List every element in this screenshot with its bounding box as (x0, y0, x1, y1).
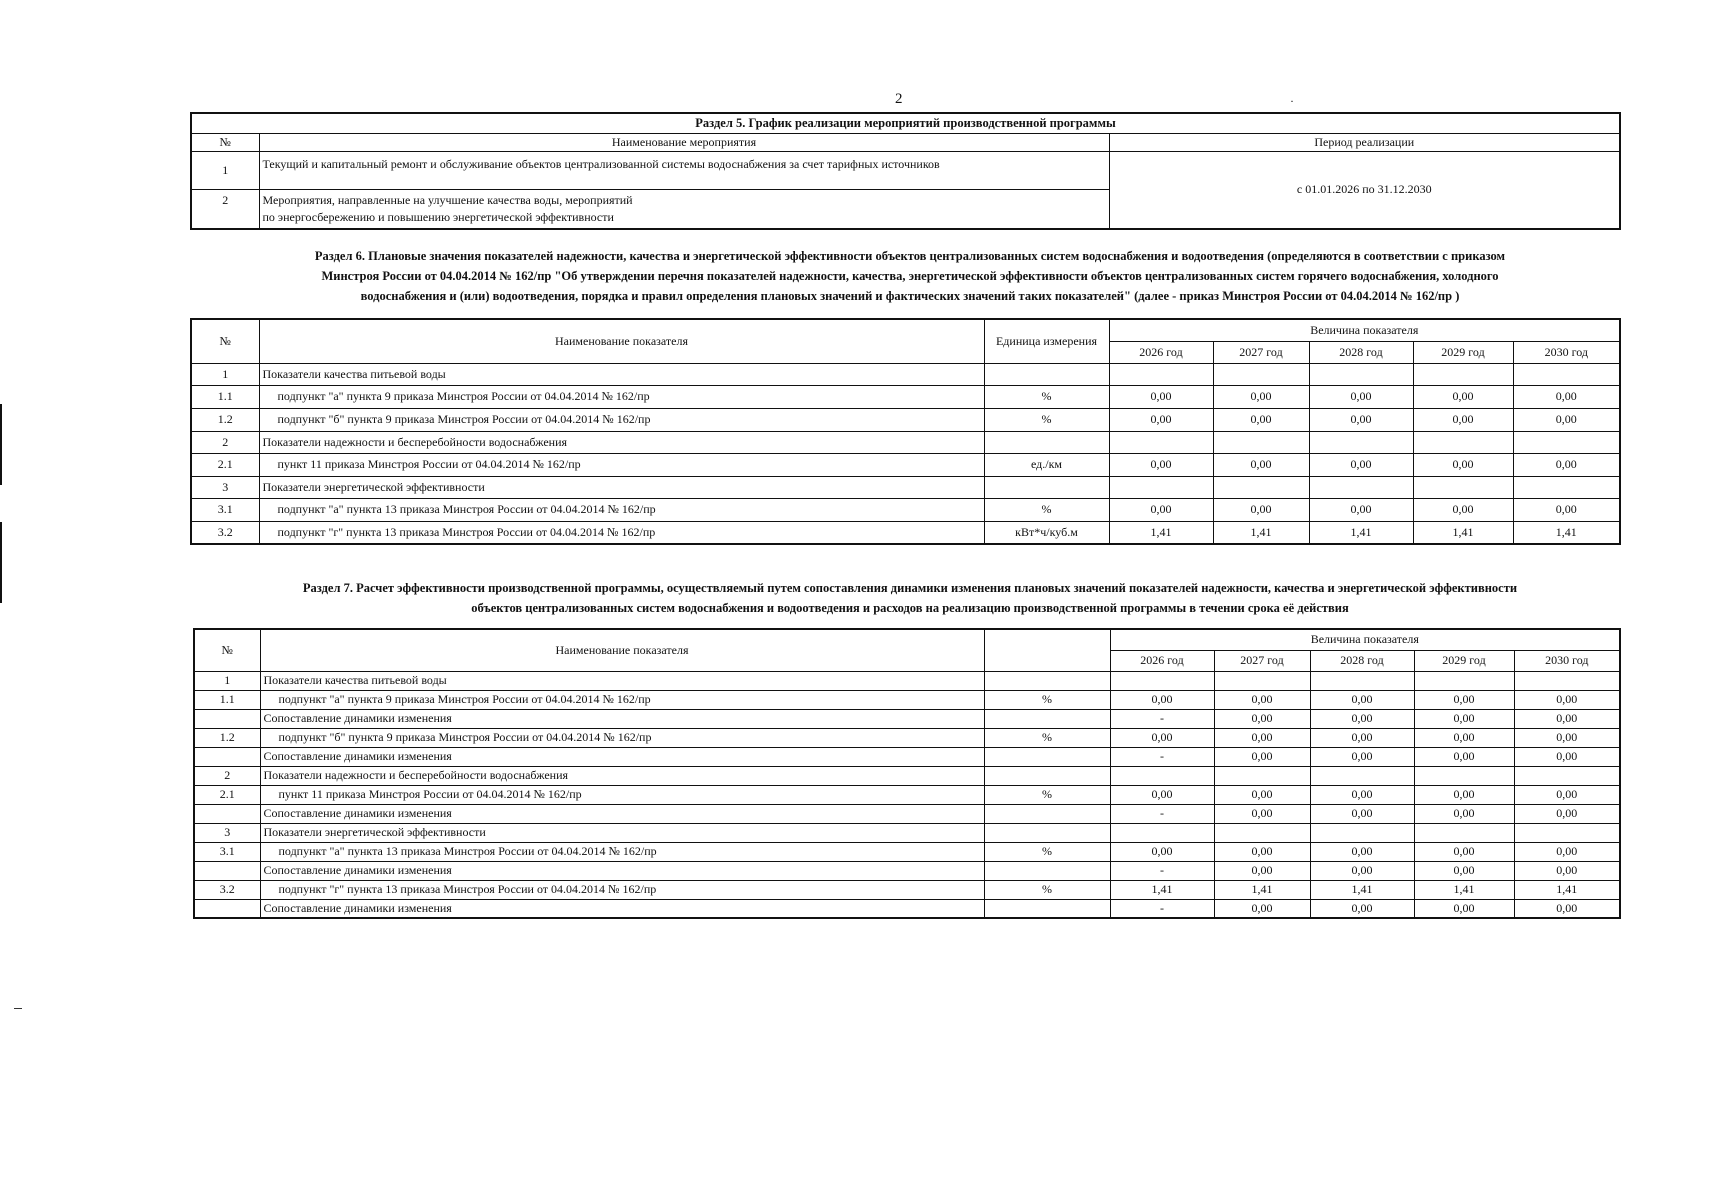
unit-cell (984, 823, 1110, 842)
value-cell (1513, 476, 1620, 498)
indicator-name: подпункт "г" пункта 13 приказа Минстроя России от 04.04.2014 № 162/пр (259, 521, 984, 544)
value-cell: 0,00 (1514, 899, 1620, 918)
value-cell: 0,00 (1109, 453, 1213, 476)
indicator-group-row (191, 431, 1620, 453)
row-number (194, 899, 260, 918)
row-number: 3 (194, 823, 260, 842)
row-number: 1.1 (191, 385, 259, 408)
value-cell: 0,00 (1414, 728, 1514, 747)
group-name: Показатели надежности и бесперебойности водоснабжения (259, 431, 984, 453)
row-number: 3.2 (191, 521, 259, 544)
indicator-row (191, 408, 1620, 431)
value-cell: 1,41 (1110, 880, 1214, 899)
indicator-name: пункт 11 приказа Минстроя России от 04.04.2014 № 162/пр (260, 785, 984, 804)
col-name-header: Наименование показателя (260, 629, 984, 671)
indicator-row (191, 453, 1620, 476)
col-unit-header: Единица измерения (984, 319, 1109, 363)
value-cell (1109, 476, 1213, 498)
value-cell (1109, 363, 1213, 385)
indicator-name: подпункт "а" пункта 9 приказа Минстроя России от 04.04.2014 № 162/пр (259, 385, 984, 408)
scan-edge-mark (0, 404, 2, 485)
section6-title (200, 246, 1620, 306)
unit-cell (984, 476, 1109, 498)
row-number: 3.2 (194, 880, 260, 899)
col-no-header: № (194, 629, 260, 671)
unit-cell (984, 747, 1110, 766)
value-cell (1213, 431, 1309, 453)
value-cell (1513, 431, 1620, 453)
indicator-row (194, 880, 1620, 899)
indicator-group-row (191, 476, 1620, 498)
value-cell: 0,00 (1414, 747, 1514, 766)
value-cell: 0,00 (1110, 728, 1214, 747)
dynamics-row (194, 747, 1620, 766)
indicator-group-row (194, 823, 1620, 842)
unit-cell (984, 861, 1110, 880)
value-cell: 1,41 (1213, 521, 1309, 544)
row-number: 1.1 (194, 690, 260, 709)
value-cell (1514, 671, 1620, 690)
dynamics-label: Сопоставление динамики изменения (260, 709, 984, 728)
value-cell (1413, 431, 1513, 453)
indicator-group-row (194, 766, 1620, 785)
unit-cell: % (984, 728, 1110, 747)
value-cell: 0,00 (1110, 785, 1214, 804)
value-cell: 0,00 (1514, 709, 1620, 728)
group-name: Показатели качества питьевой воды (260, 671, 984, 690)
value-cell: - (1110, 804, 1214, 823)
indicator-name: подпункт "а" пункта 13 приказа Минстроя России от 04.04.2014 № 162/пр (259, 498, 984, 521)
unit-cell (984, 363, 1109, 385)
value-cell (1309, 363, 1413, 385)
value-cell: 0,00 (1213, 408, 1309, 431)
value-cell (1310, 671, 1414, 690)
measure-name (259, 189, 1109, 229)
row-number: 2 (191, 189, 259, 229)
value-cell (1110, 671, 1214, 690)
value-cell (1109, 431, 1213, 453)
year-header: 2028 год (1310, 650, 1414, 671)
indicator-group-row (194, 671, 1620, 690)
unit-cell (984, 899, 1110, 918)
row-number: 1.2 (194, 728, 260, 747)
section5-table (190, 112, 1621, 230)
unit-cell (984, 804, 1110, 823)
year-header: 2026 год (1110, 650, 1214, 671)
value-cell: 0,00 (1310, 861, 1414, 880)
value-cell: 0,00 (1310, 728, 1414, 747)
value-cell: 0,00 (1514, 747, 1620, 766)
value-cell: 0,00 (1413, 408, 1513, 431)
value-cell (1310, 766, 1414, 785)
value-cell: - (1110, 861, 1214, 880)
section7-table (193, 628, 1621, 919)
row-number: 1 (191, 151, 259, 189)
value-cell: 0,00 (1514, 804, 1620, 823)
value-cell: 0,00 (1310, 747, 1414, 766)
group-name: Показатели энергетической эффективности (259, 476, 984, 498)
value-cell: 0,00 (1513, 498, 1620, 521)
dynamics-row (194, 804, 1620, 823)
value-cell: 0,00 (1309, 408, 1413, 431)
indicator-row (191, 521, 1620, 544)
value-cell: 0,00 (1309, 453, 1413, 476)
year-header: 2029 год (1414, 650, 1514, 671)
row-number (194, 747, 260, 766)
value-cell: 1,41 (1310, 880, 1414, 899)
indicator-name: подпункт "б" пункта 9 приказа Минстроя России от 04.04.2014 № 162/пр (259, 408, 984, 431)
value-cell: 0,00 (1214, 785, 1310, 804)
value-cell (1413, 476, 1513, 498)
value-cell (1110, 823, 1214, 842)
value-cell: 0,00 (1310, 690, 1414, 709)
group-name: Показатели надежности и бесперебойности водоснабжения (260, 766, 984, 785)
value-cell: 0,00 (1310, 804, 1414, 823)
value-cell: 0,00 (1214, 861, 1310, 880)
year-header: 2029 год (1413, 341, 1513, 363)
value-cell: 0,00 (1310, 785, 1414, 804)
col-value-header: Величина показателя (1110, 629, 1620, 650)
value-cell: 0,00 (1309, 498, 1413, 521)
year-header: 2027 год (1213, 341, 1309, 363)
section7-title-line: Раздел 7. Расчет эффективности производственной программы, осуществляемый путем сопоставления динамики изменения плановых значений показателей надежности, качества и энергетической эффективности (302, 581, 1518, 595)
row-number (194, 804, 260, 823)
value-cell (1414, 766, 1514, 785)
group-name: Показатели качества питьевой воды (259, 363, 984, 385)
indicator-row (194, 842, 1620, 861)
col-no-header: № (191, 133, 259, 151)
indicator-name: подпункт "б" пункта 9 приказа Минстроя России от 04.04.2014 № 162/пр (260, 728, 984, 747)
indicator-group-row (191, 363, 1620, 385)
year-header: 2030 год (1513, 341, 1620, 363)
value-cell: 0,00 (1414, 785, 1514, 804)
value-cell: 0,00 (1214, 728, 1310, 747)
value-cell: 0,00 (1414, 842, 1514, 861)
value-cell: 0,00 (1213, 385, 1309, 408)
unit-cell (984, 709, 1110, 728)
dynamics-row (194, 899, 1620, 918)
indicator-name: подпункт "г" пункта 13 приказа Минстроя России от 04.04.2014 № 162/пр (260, 880, 984, 899)
indicator-name: подпункт "а" пункта 13 приказа Минстроя России от 04.04.2014 № 162/пр (260, 842, 984, 861)
col-name-header: Наименование мероприятия (259, 133, 1109, 151)
value-cell (1214, 823, 1310, 842)
value-cell: 0,00 (1514, 690, 1620, 709)
dynamics-label: Сопоставление динамики изменения (260, 747, 984, 766)
scan-dot: · (1290, 94, 1294, 108)
row-number: 1.2 (191, 408, 259, 431)
value-cell: 0,00 (1413, 453, 1513, 476)
row-number: 1 (191, 363, 259, 385)
row-number: 3 (191, 476, 259, 498)
dynamics-row (194, 709, 1620, 728)
measure-name-line: по энергосбережению и повышению энергетической эффективности (262, 209, 614, 224)
value-cell: 0,00 (1414, 899, 1514, 918)
value-cell: 0,00 (1514, 861, 1620, 880)
row-number: 2.1 (194, 785, 260, 804)
value-cell: 0,00 (1214, 709, 1310, 728)
col-unit-header (984, 629, 1110, 671)
value-cell: 0,00 (1214, 899, 1310, 918)
value-cell (1214, 766, 1310, 785)
value-cell (1513, 363, 1620, 385)
value-cell: 0,00 (1214, 690, 1310, 709)
unit-cell: % (984, 408, 1109, 431)
indicator-row (191, 385, 1620, 408)
measure-name: Текущий и капитальный ремонт и обслуживание объектов централизованной системы водоснабжения за счет тарифных источников (259, 151, 1109, 189)
value-cell: 0,00 (1110, 690, 1214, 709)
unit-cell: % (984, 690, 1110, 709)
col-value-header: Величина показателя (1109, 319, 1620, 341)
value-cell: 0,00 (1513, 385, 1620, 408)
year-header: 2030 год (1514, 650, 1620, 671)
value-cell: 0,00 (1513, 408, 1620, 431)
section7-title (200, 578, 1620, 618)
indicator-row (191, 498, 1620, 521)
value-cell (1514, 823, 1620, 842)
value-cell: 0,00 (1310, 842, 1414, 861)
indicator-row (194, 785, 1620, 804)
value-cell: 0,00 (1414, 690, 1514, 709)
value-cell: 1,41 (1413, 521, 1513, 544)
dynamics-label: Сопоставление динамики изменения (260, 899, 984, 918)
value-cell (1309, 476, 1413, 498)
value-cell: 1,41 (1109, 521, 1213, 544)
group-name: Показатели энергетической эффективности (260, 823, 984, 842)
unit-cell: % (984, 498, 1109, 521)
value-cell: - (1110, 747, 1214, 766)
year-header: 2027 год (1214, 650, 1310, 671)
value-cell: 0,00 (1413, 385, 1513, 408)
section6-title-line: Минстроя России от 04.04.2014 № 162/пр "Об утверждении перечня показателей надежности, качества, энергетической эффективности объектов централизованных систем горячего водоснабжения, холодного (321, 269, 1499, 283)
value-cell (1110, 766, 1214, 785)
row-number: 3.1 (194, 842, 260, 861)
section6-title-line: водоснабжения и (или) водоотведения, порядка и правил определения плановых значений и фактических значений таких показателей" (далее - приказ Минстроя России от 04.04.2014 № 162/пр ) (360, 289, 1460, 303)
value-cell: 0,00 (1513, 453, 1620, 476)
value-cell: 0,00 (1109, 408, 1213, 431)
value-cell: 1,41 (1214, 880, 1310, 899)
value-cell: 1,41 (1309, 521, 1413, 544)
value-cell (1213, 363, 1309, 385)
year-header: 2026 год (1109, 341, 1213, 363)
section7-title-line: объектов централизованных систем водоснабжения и водоотведения и расходов на реализацию производственной программы в течении срока её действия (471, 601, 1349, 615)
col-no-header: № (191, 319, 259, 363)
value-cell: 0,00 (1110, 842, 1214, 861)
section5-title: Раздел 5. График реализации мероприятий производственной программы (191, 113, 1620, 133)
indicator-row (194, 728, 1620, 747)
value-cell (1414, 823, 1514, 842)
unit-cell: % (984, 880, 1110, 899)
row-number: 2 (191, 431, 259, 453)
dynamics-row (194, 861, 1620, 880)
year-header: 2028 год (1309, 341, 1413, 363)
scan-edge-mark (0, 522, 2, 603)
value-cell (1310, 823, 1414, 842)
value-cell (1213, 476, 1309, 498)
value-cell: 0,00 (1514, 842, 1620, 861)
page-number: 2 (895, 91, 903, 107)
value-cell (1214, 671, 1310, 690)
scan-edge-dash (14, 1008, 22, 1009)
row-number: 1 (194, 671, 260, 690)
value-cell: 1,41 (1414, 880, 1514, 899)
section6-table (190, 318, 1621, 545)
value-cell (1414, 671, 1514, 690)
value-cell: 0,00 (1310, 899, 1414, 918)
value-cell: 0,00 (1109, 385, 1213, 408)
value-cell: 0,00 (1214, 747, 1310, 766)
row-number: 3.1 (191, 498, 259, 521)
section6-body (191, 363, 1620, 544)
value-cell: 0,00 (1414, 861, 1514, 880)
value-cell (1309, 431, 1413, 453)
implementation-period: с 01.01.2026 по 31.12.2030 (1109, 151, 1620, 229)
unit-cell: ед./км (984, 453, 1109, 476)
unit-cell: % (984, 385, 1109, 408)
value-cell: 1,41 (1514, 880, 1620, 899)
value-cell: 0,00 (1414, 709, 1514, 728)
unit-cell (984, 671, 1110, 690)
value-cell: 0,00 (1109, 498, 1213, 521)
unit-cell (984, 431, 1109, 453)
indicator-row (194, 690, 1620, 709)
indicator-name: пункт 11 приказа Минстроя России от 04.04.2014 № 162/пр (259, 453, 984, 476)
value-cell: 0,00 (1214, 804, 1310, 823)
value-cell (1413, 363, 1513, 385)
section6-title-line: Раздел 6. Плановые значения показателей надежности, качества и энергетической эффективности объектов централизованных систем водоснабжения и водоотведения (определяются в соответствии с приказом (314, 249, 1506, 263)
value-cell: - (1110, 709, 1214, 728)
row-number (194, 861, 260, 880)
unit-cell (984, 766, 1110, 785)
indicator-name: подпункт "а" пункта 9 приказа Минстроя России от 04.04.2014 № 162/пр (260, 690, 984, 709)
row-number: 2.1 (191, 453, 259, 476)
unit-cell: % (984, 785, 1110, 804)
row-number: 2 (194, 766, 260, 785)
value-cell: 0,00 (1414, 804, 1514, 823)
unit-cell: % (984, 842, 1110, 861)
value-cell (1514, 766, 1620, 785)
value-cell: 0,00 (1514, 785, 1620, 804)
value-cell: 0,00 (1310, 709, 1414, 728)
value-cell: 0,00 (1213, 453, 1309, 476)
value-cell: 0,00 (1413, 498, 1513, 521)
unit-cell: кВт*ч/куб.м (984, 521, 1109, 544)
col-name-header: Наименование показателя (259, 319, 984, 363)
value-cell: 1,41 (1513, 521, 1620, 544)
row-number (194, 709, 260, 728)
dynamics-label: Сопоставление динамики изменения (260, 804, 984, 823)
value-cell: 0,00 (1213, 498, 1309, 521)
dynamics-label: Сопоставление динамики изменения (260, 861, 984, 880)
value-cell: - (1110, 899, 1214, 918)
section7-body (194, 671, 1620, 918)
col-period-header: Период реализации (1109, 133, 1620, 151)
value-cell: 0,00 (1309, 385, 1413, 408)
measure-name-line: Мероприятия, направленные на улучшение качества воды, мероприятий (262, 192, 633, 207)
value-cell: 0,00 (1214, 842, 1310, 861)
value-cell: 0,00 (1514, 728, 1620, 747)
